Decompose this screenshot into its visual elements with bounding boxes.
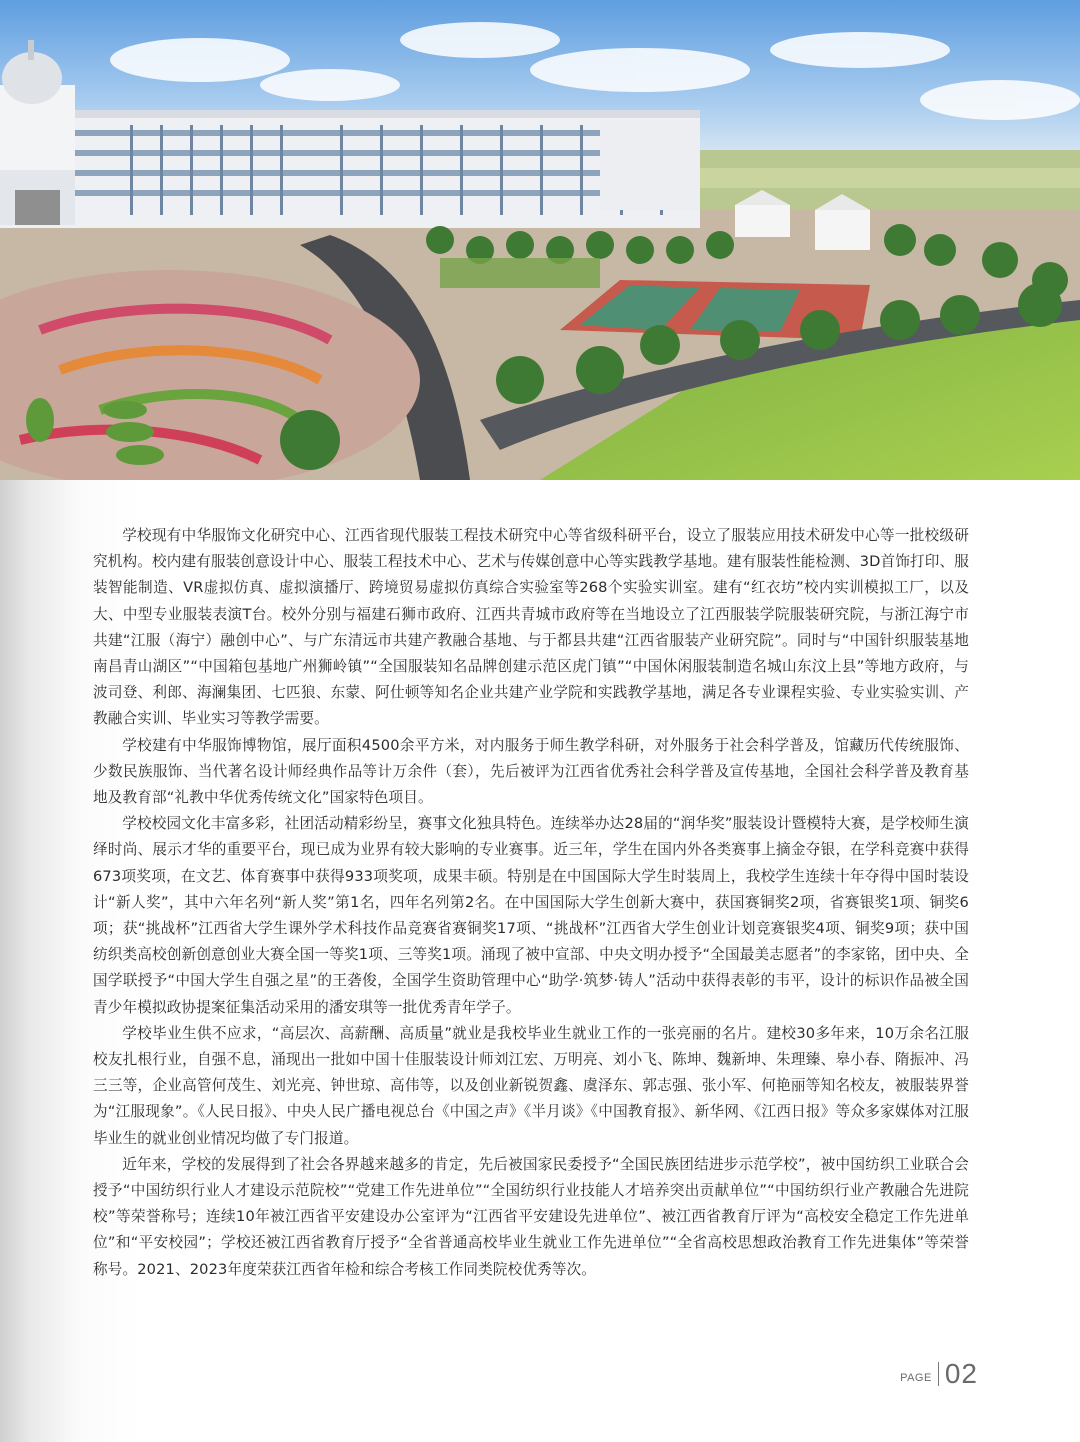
campus-aerial-photo [0, 0, 1080, 480]
paragraph-honors: 近年来，学校的发展得到了社会各界越来越多的肯定，先后被国家民委授予“全国民族团结进步示范学校”，被中国纺织工业联合会授予“中国纺织行业人才建设示范院校”“党建工作先进单位”“全国纺织行业技能人才培养突出贡献单位”“中国纺织行业产教融合先进院校”等荣誉称号；连续10年被江西省平安建设办公室评为“江西省平安建设先进单位”、被江西省教育厅评为“高校安全稳定工作先进单位”和“平安校园”；学校还被江西省教育厅授予“全省普通高校毕业生就业工作先进单位”“全省高校思想政治教育工作先进集体”等荣誉称号。2021、2023年度荣获江西省年检和综合考核工作同类院校优秀等次。 [93, 1155, 969, 1278]
campus-illustration [0, 0, 1080, 480]
page-number-value: 02 [944, 1358, 978, 1389]
page-label: PAGE [900, 1372, 932, 1384]
paragraph-campus-culture: 学校校园文化丰富多彩，社团活动精彩纷呈，赛事文化独具特色。连续举办达28届的“润华奖”服装设计暨模特大赛，是学校师生演绎时尚、展示才华的重要平台，现已成为业界有较大影响的专业赛事。近三年，学生在国内外各类赛事上摘金夺银，在学科竞赛中获得673项奖项，在文艺、体育赛事中获得933项奖项，成果丰硕。特别是在中国国际大学生时装周上，我校学生连续十年夺得中国时装设计“新人奖”，其中六年名列“新人奖”第1名，四年名列第2名。在中国国际大学生创新大赛中，获国赛铜奖2项，省赛银奖1项、铜奖6项；获“挑战杯”江西省大学生课外学术科技作品竞赛省赛铜奖17项、“挑战杯”江西省大学生创业计划竞赛银奖4项、铜奖9项；获中国纺织类高校创新创意创业大赛全国一等奖1项、三等奖1项。涌现了被中宣部、中央文明办授予“全国最美志愿者”的李家铭，团中央、全国学联授予“中国大学生自强之星”的王砻俊，全国学生资助管理中心“助学·筑梦·铸人”活动中获得表彰的韦平，设计的标识作品被全国青少年模拟政协提案征集活动采用的潘安琪等一批优秀青年学子。 [93, 815, 969, 1016]
page-number [900, 1358, 978, 1390]
page-divider [938, 1362, 939, 1386]
paragraph-museum: 学校建有中华服饰博物馆，展厅面积4500余平方米，对内服务于师生教学科研，对外服务于社会科学普及，馆藏历代传统服饰、少数民族服饰、当代著名设计师经典作品等计万余件（套），先后被评为江西省优秀社会科学普及宣传基地，全国社会科学普及教育基地及教育部“礼教中华优秀传统文化”国家特色项目。 [93, 736, 969, 807]
paragraph-research-platforms: 学校现有中华服饰文化研究中心、江西省现代服装工程技术研究中心等省级科研平台，设立了服装应用技术研发中心等一批校级研究机构。校内建有服装创意设计中心、服装工程技术中心、艺术与传媒创意中心等实践教学基地。建有服装性能检测、3D首饰打印、服装智能制造、VR虚拟仿真、虚拟演播厅、跨境贸易虚拟仿真综合实验室等268个实验实训室。建有“红衣坊”校内实训模拟工厂，以及大、中型专业服装表演T台。校外分别与福建石狮市政府、江西共青城市政府等在当地设立了江西服装学院服装研究院，与浙江海宁市共建“江服（海宁）融创中心”、与广东清远市共建产教融合基地、与于都县共建“江西省服装产业研究院”。同时与“中国针织服装基地南昌青山湖区”“中国箱包基地广州狮岭镇”“全国服装知名品牌创建示范区虎门镇”“中国休闲服装制造名城山东汶上县”等地方政府，与波司登、利郎、海澜集团、七匹狼、东蒙、阿仕顿等知名企业共建产业学院和实践教学基地，满足各专业课程实验、专业实验实训、产教融合实训、毕业实习等教学需要。 [93, 527, 969, 728]
article-body [93, 523, 969, 1283]
paragraph-graduates: 学校毕业生供不应求，“高层次、高薪酬、高质量”就业是我校毕业生就业工作的一张亮丽的名片。建校30多年来，10万余名江服校友扎根行业，自强不息，涌现出一批如中国十佳服装设计师刘江宏、万明亮、刘小飞、陈坤、魏新坤、朱理臻、皋小春、隋振冲、冯三三等，企业高管何茂生、刘光亮、钟世琼、高伟等，以及创业新锐贺鑫、虞泽东、郭志强、张小军、何艳丽等知名校友，被服装界誉为“江服现象”。《人民日报》、中央人民广播电视总台《中国之声》《半月谈》《中国教育报》、新华网、《江西日报》等众多家媒体对江服毕业生的就业创业情况均做了专门报道。 [93, 1024, 969, 1147]
